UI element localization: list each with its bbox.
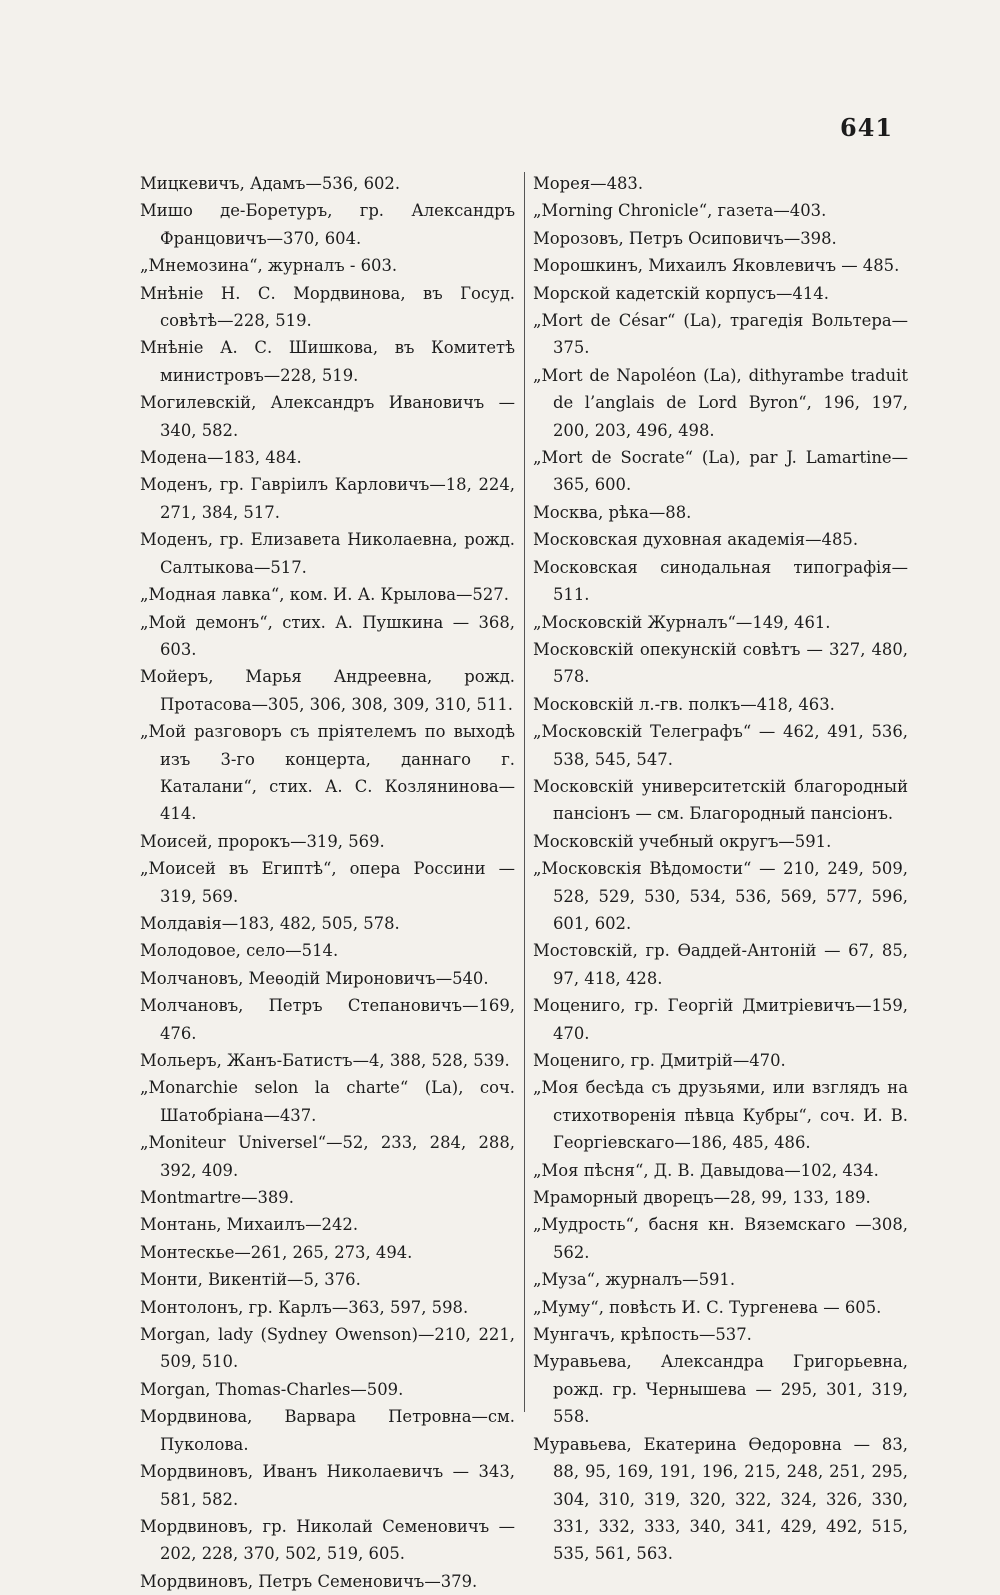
index-entry: Монтескье—261, 265, 273, 494. [140,1242,413,1262]
index-entry: Могилевскій, Александръ Ивановичъ — 340, 582. [140,393,515,440]
index-entry: Монти, Викентій—5, 376. [140,1270,361,1290]
index-entry: Московская духовная академія—485. [533,530,859,550]
index-entry: Моисей, пророкъ—319, 569. [140,831,385,851]
index-entry: Мордвиновъ, Петръ Семеновичъ—379. [140,1571,478,1591]
index-entry: Моденъ, гр. Елизавета Николаевна, рожд. Салтыкова—517. [140,530,515,577]
index-entry: „Moniteur Universel“—52, 233, 284, 288, 392, 409. [140,1133,515,1180]
index-entry: Мордвиновъ, гр. Николай Семеновичъ — 202, 228, 370, 502, 519, 605. [140,1516,515,1564]
index-entry: Молодовое, село—514. [140,941,339,961]
index-entry: Московскій л.-гв. полкъ—418, 463. [533,694,835,714]
index-entry: Молчановъ, Меѳодій Мироновичъ—540. [140,968,489,988]
index-entry: Моцениго, гр. Дмитрій—470. [533,1051,786,1070]
index-entry: „Мудрость“, басня кн. Вяземскаго —308, 562. [533,1215,908,1262]
index-column-right [533,170,908,1568]
index-entry: Мраморный дворецъ—28, 99, 133, 189. [533,1188,871,1208]
index-entry: Муравьева, Александра Григорьевна, рожд. гр. Чернышева — 295, 301, 319, 558. [533,1352,908,1427]
index-entry: Муравьева, Екатерина Ѳедоровна — 83, 88, 95, 169, 191, 196, 215, 248, 251, 295, 304, 310, 319, 320, 322, 324, 326, 330, 331, 332, 333, 340, 341, 429, 492, 515, 535, 561, 563. [533,1434,908,1564]
index-entry: „Mort de Socrate“ (La), par J. Lamartine—365, 600. [533,448,908,495]
index-entry: Montmartre—389. [140,1188,294,1208]
index-entry: Московская синодальная типографія—511. [533,557,908,605]
index-entry: „Московскій Телеграфъ“ — 462, 491, 536, 538, 545, 547. [533,722,908,769]
index-entry: Мнѣніе Н. С. Мордвинова, въ Госуд. совѣтѣ—228, 519. [140,283,515,331]
index-entry: Морозовъ, Петръ Осиповичъ—398. [533,228,837,248]
index-entry: Мордвиновъ, Иванъ Николаевичъ — 343, 581, 582. [140,1462,515,1509]
index-column-left [140,170,515,1595]
index-entry: Москва, рѣка—88. [533,502,692,522]
index-entry: „Mort de Napoléon (La), dithyrambe traduit de l’anglais de Lord Byron“, 196, 197, 200, 203, 496, 498. [533,365,908,440]
index-entry: Моцениго, гр. Георгій Дмитріевичъ—159, 470. [533,996,908,1043]
index-entry: Молдавія—183, 482, 505, 578. [140,913,400,933]
index-entry: „Мнемозина“, журналъ - 603. [140,256,398,276]
index-entry: „Мой демонъ“, стих. А. Пушкина — 368, 603. [140,612,515,659]
index-entry: Московскій учебный округъ—591. [533,831,832,851]
index-entry: Морской кадетскій корпусъ—414. [533,283,829,303]
index-entry: Мольеръ, Жанъ-Батистъ—4, 388, 528, 539. [140,1051,510,1070]
index-entry: „Моя бесѣда съ друзьями, или взглядъ на стихотворенія пѣвца Кубры“, соч. И. В. Георгіевскаго—186, 485, 486. [533,1078,908,1153]
index-entry: Моденъ, гр. Гавріилъ Карловичъ—18, 224, 271, 384, 517. [140,475,515,522]
index-entry: Morgan, lady (Sydney Owenson)—210, 221, 509, 510. [140,1325,515,1372]
index-entry: „Модная лавка“, ком. И. А. Крылова—527. [140,585,509,605]
index-entry: Мнѣніе А. С. Шишкова, въ Комитетѣ министровъ—228, 519. [140,338,515,385]
index-entry: Мостовскій, гр. Ѳаддей-Антоній — 67, 85, 97, 418, 428. [533,941,908,988]
index-entry: Мойеръ, Марья Андреевна, рожд. Протасова—305, 306, 308, 309, 310, 511. [140,667,515,714]
page-number: 641 [840,113,894,142]
index-entry: „Моя пѣсня“, Д. В. Давыдова—102, 434. [533,1160,879,1180]
index-entry: „Mort de César“ (La), трагедія Вольтера—375. [533,311,908,358]
index-entry: „Моисей въ Египтѣ“, опера Россини — 319, 569. [140,859,515,906]
index-entry: Монтолонъ, гр. Карлъ—363, 597, 598. [140,1297,469,1317]
index-entry: „Monarchie selon la charte“ (La), соч. Шатобріана—437. [140,1078,515,1125]
index-entry: „Мой разговоръ съ пріятелемъ по выходѣ изъ 3-го концерта, даннаго г. Каталани“, стих. А. С. Козлянинова—414. [140,722,515,824]
index-entry: „Московскій Журналъ“—149, 461. [533,612,831,632]
index-entry: „Morning Chronicle“, газета—403. [533,201,827,221]
index-entry: Морея—483. [533,174,644,193]
index-entry: „Муму“, повѣсть И. С. Тургенева — 605. [533,1297,882,1317]
index-entry: Московскій университетскій благородный пансіонъ — см. Благородный пансіонъ. [533,776,908,824]
column-divider [524,172,525,1412]
index-entry: „Московскія Вѣдомости“ — 210, 249, 509, 528, 529, 530, 534, 536, 569, 577, 596, 601, 602. [533,859,908,933]
index-entry: Монтань, Михаилъ—242. [140,1215,359,1235]
index-entry: Мицкевичъ, Адамъ—536, 602. [140,174,401,193]
index-entry: Мунгачъ, крѣпость—537. [533,1325,752,1345]
index-entry: „Муза“, журналъ—591. [533,1270,736,1290]
index-entry: Morgan, Thomas-Charles—509. [140,1379,404,1399]
index-entry: Морошкинъ, Михаилъ Яковлевичъ — 485. [533,256,900,276]
index-entry: Молчановъ, Петръ Степановичъ—169, 476. [140,996,515,1043]
index-entry: Модена—183, 484. [140,448,302,468]
index-entry: Мишо де-Боретуръ, гр. Александръ Францовичъ—370, 604. [140,201,515,248]
index-entry: Мордвинова, Варвара Петровна—см. Пуколова. [140,1407,515,1454]
index-entry: Московскій опекунскій совѣтъ — 327, 480, 578. [533,639,908,687]
